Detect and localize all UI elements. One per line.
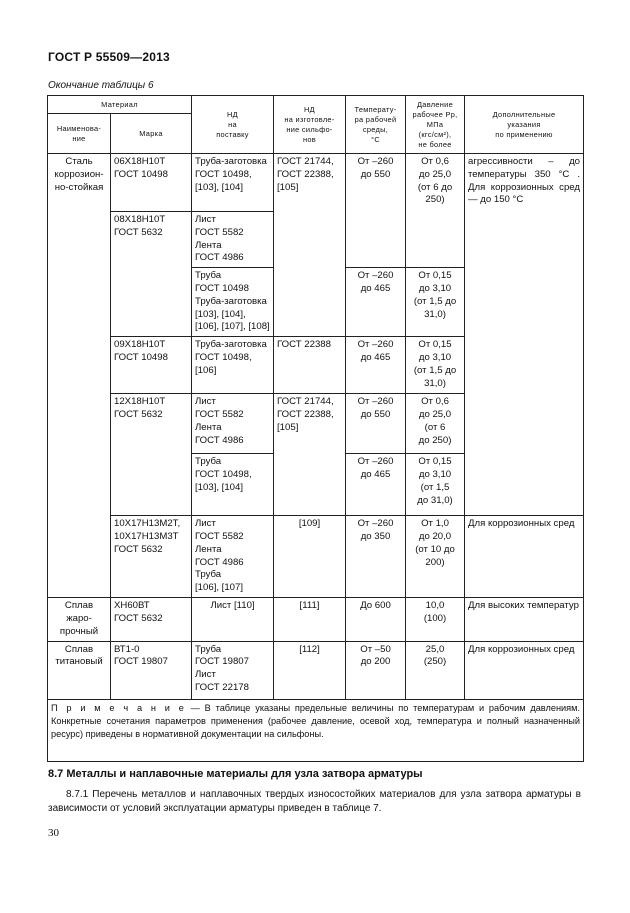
pressure-cell: От 0,15 до 3,10 (от 1,5 до 31,0) <box>406 454 465 516</box>
temperature-cell: От –260 до 465 <box>346 268 406 337</box>
table-caption: Окончание таблицы 6 <box>48 80 154 91</box>
pressure-cell: От 1,0 до 20,0 (от 10 до 200) <box>406 516 465 598</box>
header-name: Наименова- ние <box>48 114 111 154</box>
grade-cell: 08Х18Н10Т ГОСТ 5632 <box>111 212 192 337</box>
pressure-cell: От 0,15 до 3,10 (от 1,5 до 31,0) <box>406 268 465 337</box>
grade-cell: ВТ1-0 ГОСТ 19807 <box>111 641 192 699</box>
header-grade: Марка <box>111 114 192 154</box>
nd-supply-cell: Труба ГОСТ 10498 Труба-заготовка [103], [104], [106], [107], [108] <box>192 268 274 337</box>
nd-supply-cell: Труба-заготовка ГОСТ 10498, [106] <box>192 337 274 394</box>
extra-notes-cell: агрессивности – до температуры 350 °С . Для коррозионных сред — до 150 °С <box>465 154 584 516</box>
header-material: Материал <box>48 96 192 114</box>
nd-supply-cell: Лист [110] <box>192 598 274 641</box>
nd-supply-cell: Труба-заготовка ГОСТ 10498, [103], [104] <box>192 154 274 212</box>
temperature-cell: От –260 до 465 <box>346 454 406 516</box>
temperature-cell: От –260 до 350 <box>346 516 406 598</box>
note-label: П р и м е ч а н и е <box>51 702 186 713</box>
material-name-cell: Сплав титановый <box>48 641 111 699</box>
table-row <box>48 598 584 641</box>
temperature-cell: От –50 до 200 <box>346 641 406 699</box>
header-nd-supply: НД на поставку <box>192 96 274 154</box>
header-pressure: Давление рабочее Рр, МПа (кгс/см²), не более <box>406 96 465 154</box>
nd-supply-cell: Труба ГОСТ 10498, [103], [104] <box>192 454 274 516</box>
pressure-cell: 10,0 (100) <box>406 598 465 641</box>
extra-notes-cell: Для коррозионных сред <box>465 516 584 598</box>
table-row <box>48 641 584 699</box>
extra-notes-cell: Для высоких температур <box>465 598 584 641</box>
grade-cell: ХН60ВТ ГОСТ 5632 <box>111 598 192 641</box>
nd-supply-cell: Лист ГОСТ 5582 Лента ГОСТ 4986 <box>192 394 274 454</box>
page-number: 30 <box>48 827 59 839</box>
nd-bellows-cell: [111] <box>274 598 346 641</box>
material-name-cell: Сплав жаро- прочный <box>48 598 111 641</box>
grade-cell: 10Х17Н13М2Т, 10Х17Н13М3Т ГОСТ 5632 <box>111 516 192 598</box>
temperature-cell: От –260 до 465 <box>346 337 406 394</box>
table-note-row <box>48 699 584 761</box>
table-row <box>48 154 584 212</box>
note-text: — В таблице указаны предельные величины по температурам и рабочим давлениям. Конкретные сочетания параметров применения (рабочее давление, осевой ход, температура и полный назначенный ресурс) приведены в нормативной документации на сильфоны. <box>51 702 581 739</box>
document-title: ГОСТ Р 55509—2013 <box>48 50 170 64</box>
nd-bellows-cell: [109] <box>274 516 346 598</box>
nd-supply-cell: Лист ГОСТ 5582 Лента ГОСТ 4986 Труба [106], [107] <box>192 516 274 598</box>
header-temperature: Температу- ра рабочей среды, °С <box>346 96 406 154</box>
extra-notes-cell: Для коррозионных сред <box>465 641 584 699</box>
nd-bellows-cell: [112] <box>274 641 346 699</box>
pressure-cell: От 0,15 до 3,10 (от 1,5 до 31,0) <box>406 337 465 394</box>
nd-bellows-cell: ГОСТ 21744, ГОСТ 22388, [105] <box>274 154 346 337</box>
grade-cell: 12Х18Н10Т ГОСТ 5632 <box>111 394 192 516</box>
pressure-cell: 25,0 (250) <box>406 641 465 699</box>
temperature-cell: От –260 до 550 <box>346 394 406 454</box>
temperature-cell: До 600 <box>346 598 406 641</box>
header-nd-bellows: НД на изготовле- ние сильфо- нов <box>274 96 346 154</box>
nd-bellows-cell: ГОСТ 21744, ГОСТ 22388, [105] <box>274 394 346 516</box>
section-heading: 8.7 Металлы и наплавочные материалы для узла затвора арматуры <box>48 768 423 780</box>
nd-supply-cell: Труба ГОСТ 19807 Лист ГОСТ 22178 <box>192 641 274 699</box>
grade-cell: 09Х18Н10Т ГОСТ 10498 <box>111 337 192 394</box>
section-paragraph: 8.7.1 Перечень металлов и наплавочных твердых износостойких материалов для узла затвора арматуры в зависимости от условий эксплуатации арматуры приведен в таблице 7. <box>48 789 581 814</box>
table-row <box>48 516 584 598</box>
grade-cell: 06Х18Н10Т ГОСТ 10498 <box>111 154 192 212</box>
header-extra-notes: Дополнительные указания по применению <box>465 96 584 154</box>
nd-supply-cell: Лист ГОСТ 5582 Лента ГОСТ 4986 <box>192 212 274 268</box>
nd-bellows-cell: ГОСТ 22388 <box>274 337 346 394</box>
pressure-cell: От 0,6 до 25,0 (от 6 до 250) <box>406 154 465 268</box>
materials-table <box>47 95 584 762</box>
temperature-cell: От –260 до 550 <box>346 154 406 268</box>
table-note <box>48 699 584 761</box>
material-name-cell: Сталь коррозион- но-стойкая <box>48 154 111 598</box>
pressure-cell: От 0,6 до 25,0 (от 6 до 250) <box>406 394 465 454</box>
